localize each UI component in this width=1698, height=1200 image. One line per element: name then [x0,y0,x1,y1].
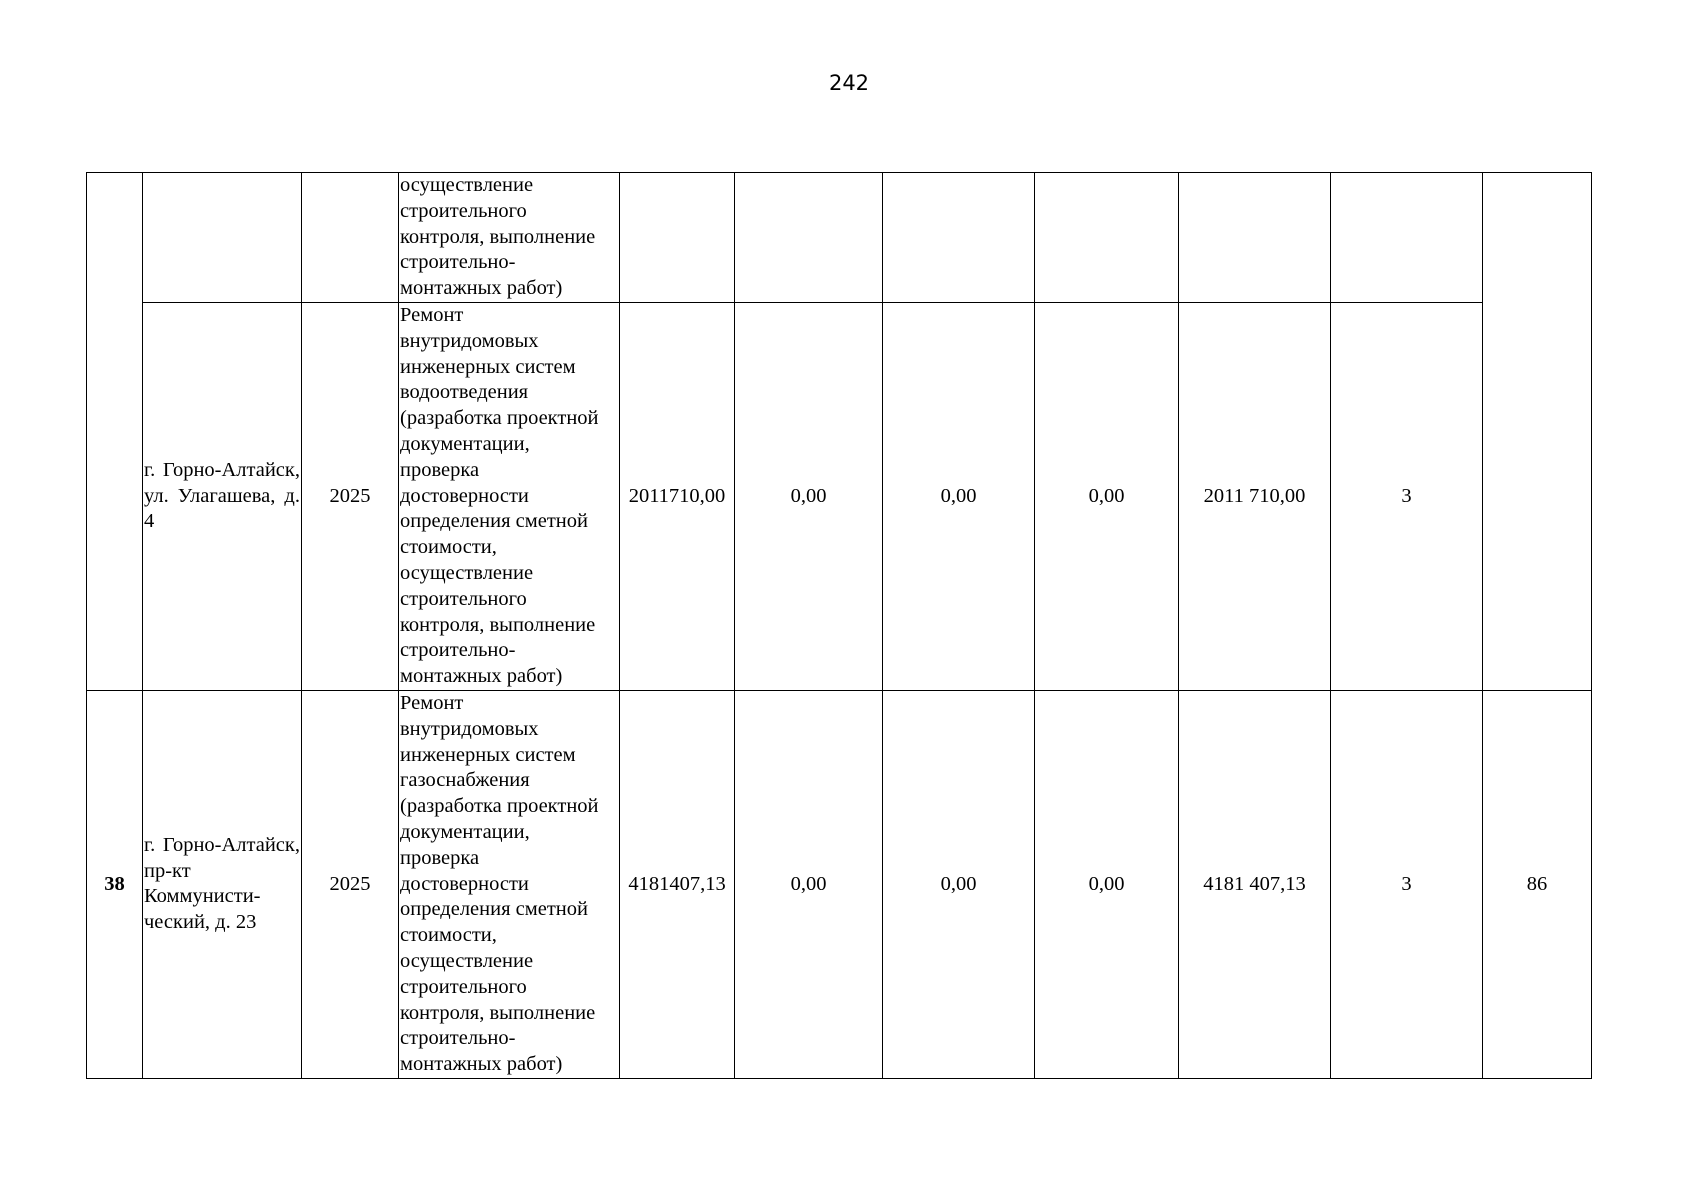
budget-local-cell: 0,00 [1035,303,1179,691]
work-line: контроля, выполнение [400,225,596,248]
row-number-cell [87,173,143,691]
work-line: (разработка проектной [400,795,599,818]
work-line: достоверности [400,872,529,895]
work-line: газоснабжения [400,769,530,792]
work-line: внутридомовых [400,329,539,352]
work-line: водоотведения [400,381,529,404]
extra-cell [1483,173,1592,691]
work-line: документации, [400,820,530,843]
address-cell: г. Горно-Алтайск, пр-кт Коммунисти-ческий, д. 23 [143,690,302,1078]
work-description-cell [399,690,620,1078]
address-cell [143,173,302,303]
cost-total-cell: 4181407,13 [620,690,735,1078]
months-cell [1331,173,1483,303]
table-row [87,303,1592,691]
year-cell: 2025 [302,303,399,691]
row-number-cell: 38 [87,690,143,1078]
fund-cell: 0,00 [735,690,883,1078]
work-line: определения сметной [400,898,588,921]
work-line: строительно- [400,251,516,274]
fund-cell [735,173,883,303]
months-cell: 3 [1331,303,1483,691]
work-line: проверка [400,846,480,869]
work-line: внутридомовых [400,717,539,740]
work-line: контроля, выполнение [400,1001,596,1024]
work-line: стоимости, [400,536,497,559]
work-line: монтажных работ) [400,665,563,688]
owners-funds-cell [1179,173,1331,303]
work-line: Ремонт [400,691,464,714]
owners-funds-cell: 4181 407,13 [1179,690,1331,1078]
address-cell: г. Горно-Алтайск, ул. Улагашева, д. 4 [143,303,302,691]
year-cell [302,173,399,303]
work-line: осуществление [400,561,534,584]
work-line: осуществление [400,949,534,972]
year-cell: 2025 [302,690,399,1078]
work-line: (разработка проектной [400,407,599,430]
work-line: строительно- [400,639,516,662]
works-table [86,172,1592,1079]
work-line: инженерных систем [400,743,576,766]
work-line: монтажных работ) [400,277,563,300]
budget-region-cell [883,173,1035,303]
work-line: контроля, выполнение [400,613,596,636]
owners-funds-cell: 2011 710,00 [1179,303,1331,691]
work-line: проверка [400,458,480,481]
work-line: инженерных систем [400,355,576,378]
work-line: монтажных работ) [400,1053,563,1076]
work-line: строительного [400,975,527,998]
cost-total-cell [620,173,735,303]
work-line: достоверности [400,484,529,507]
budget-region-cell: 0,00 [883,303,1035,691]
work-line: документации, [400,432,530,455]
budget-region-cell: 0,00 [883,690,1035,1078]
budget-local-cell [1035,173,1179,303]
cost-total-cell: 2011710,00 [620,303,735,691]
fund-cell: 0,00 [735,303,883,691]
budget-local-cell: 0,00 [1035,690,1179,1078]
work-line: стоимости, [400,924,497,947]
extra-cell: 86 [1483,690,1592,1078]
work-line: строительно- [400,1027,516,1050]
months-cell: 3 [1331,690,1483,1078]
work-line: Ремонт [400,304,464,326]
table-row [87,690,1592,1078]
work-line: строительного [400,587,527,610]
work-line: строительного [400,199,527,222]
work-description-cell [399,303,620,691]
page-number: 242 [828,71,870,95]
table-row [87,173,1592,303]
work-description-cell [399,173,620,303]
work-line: определения сметной [400,510,588,533]
work-line: осуществление [400,174,534,197]
